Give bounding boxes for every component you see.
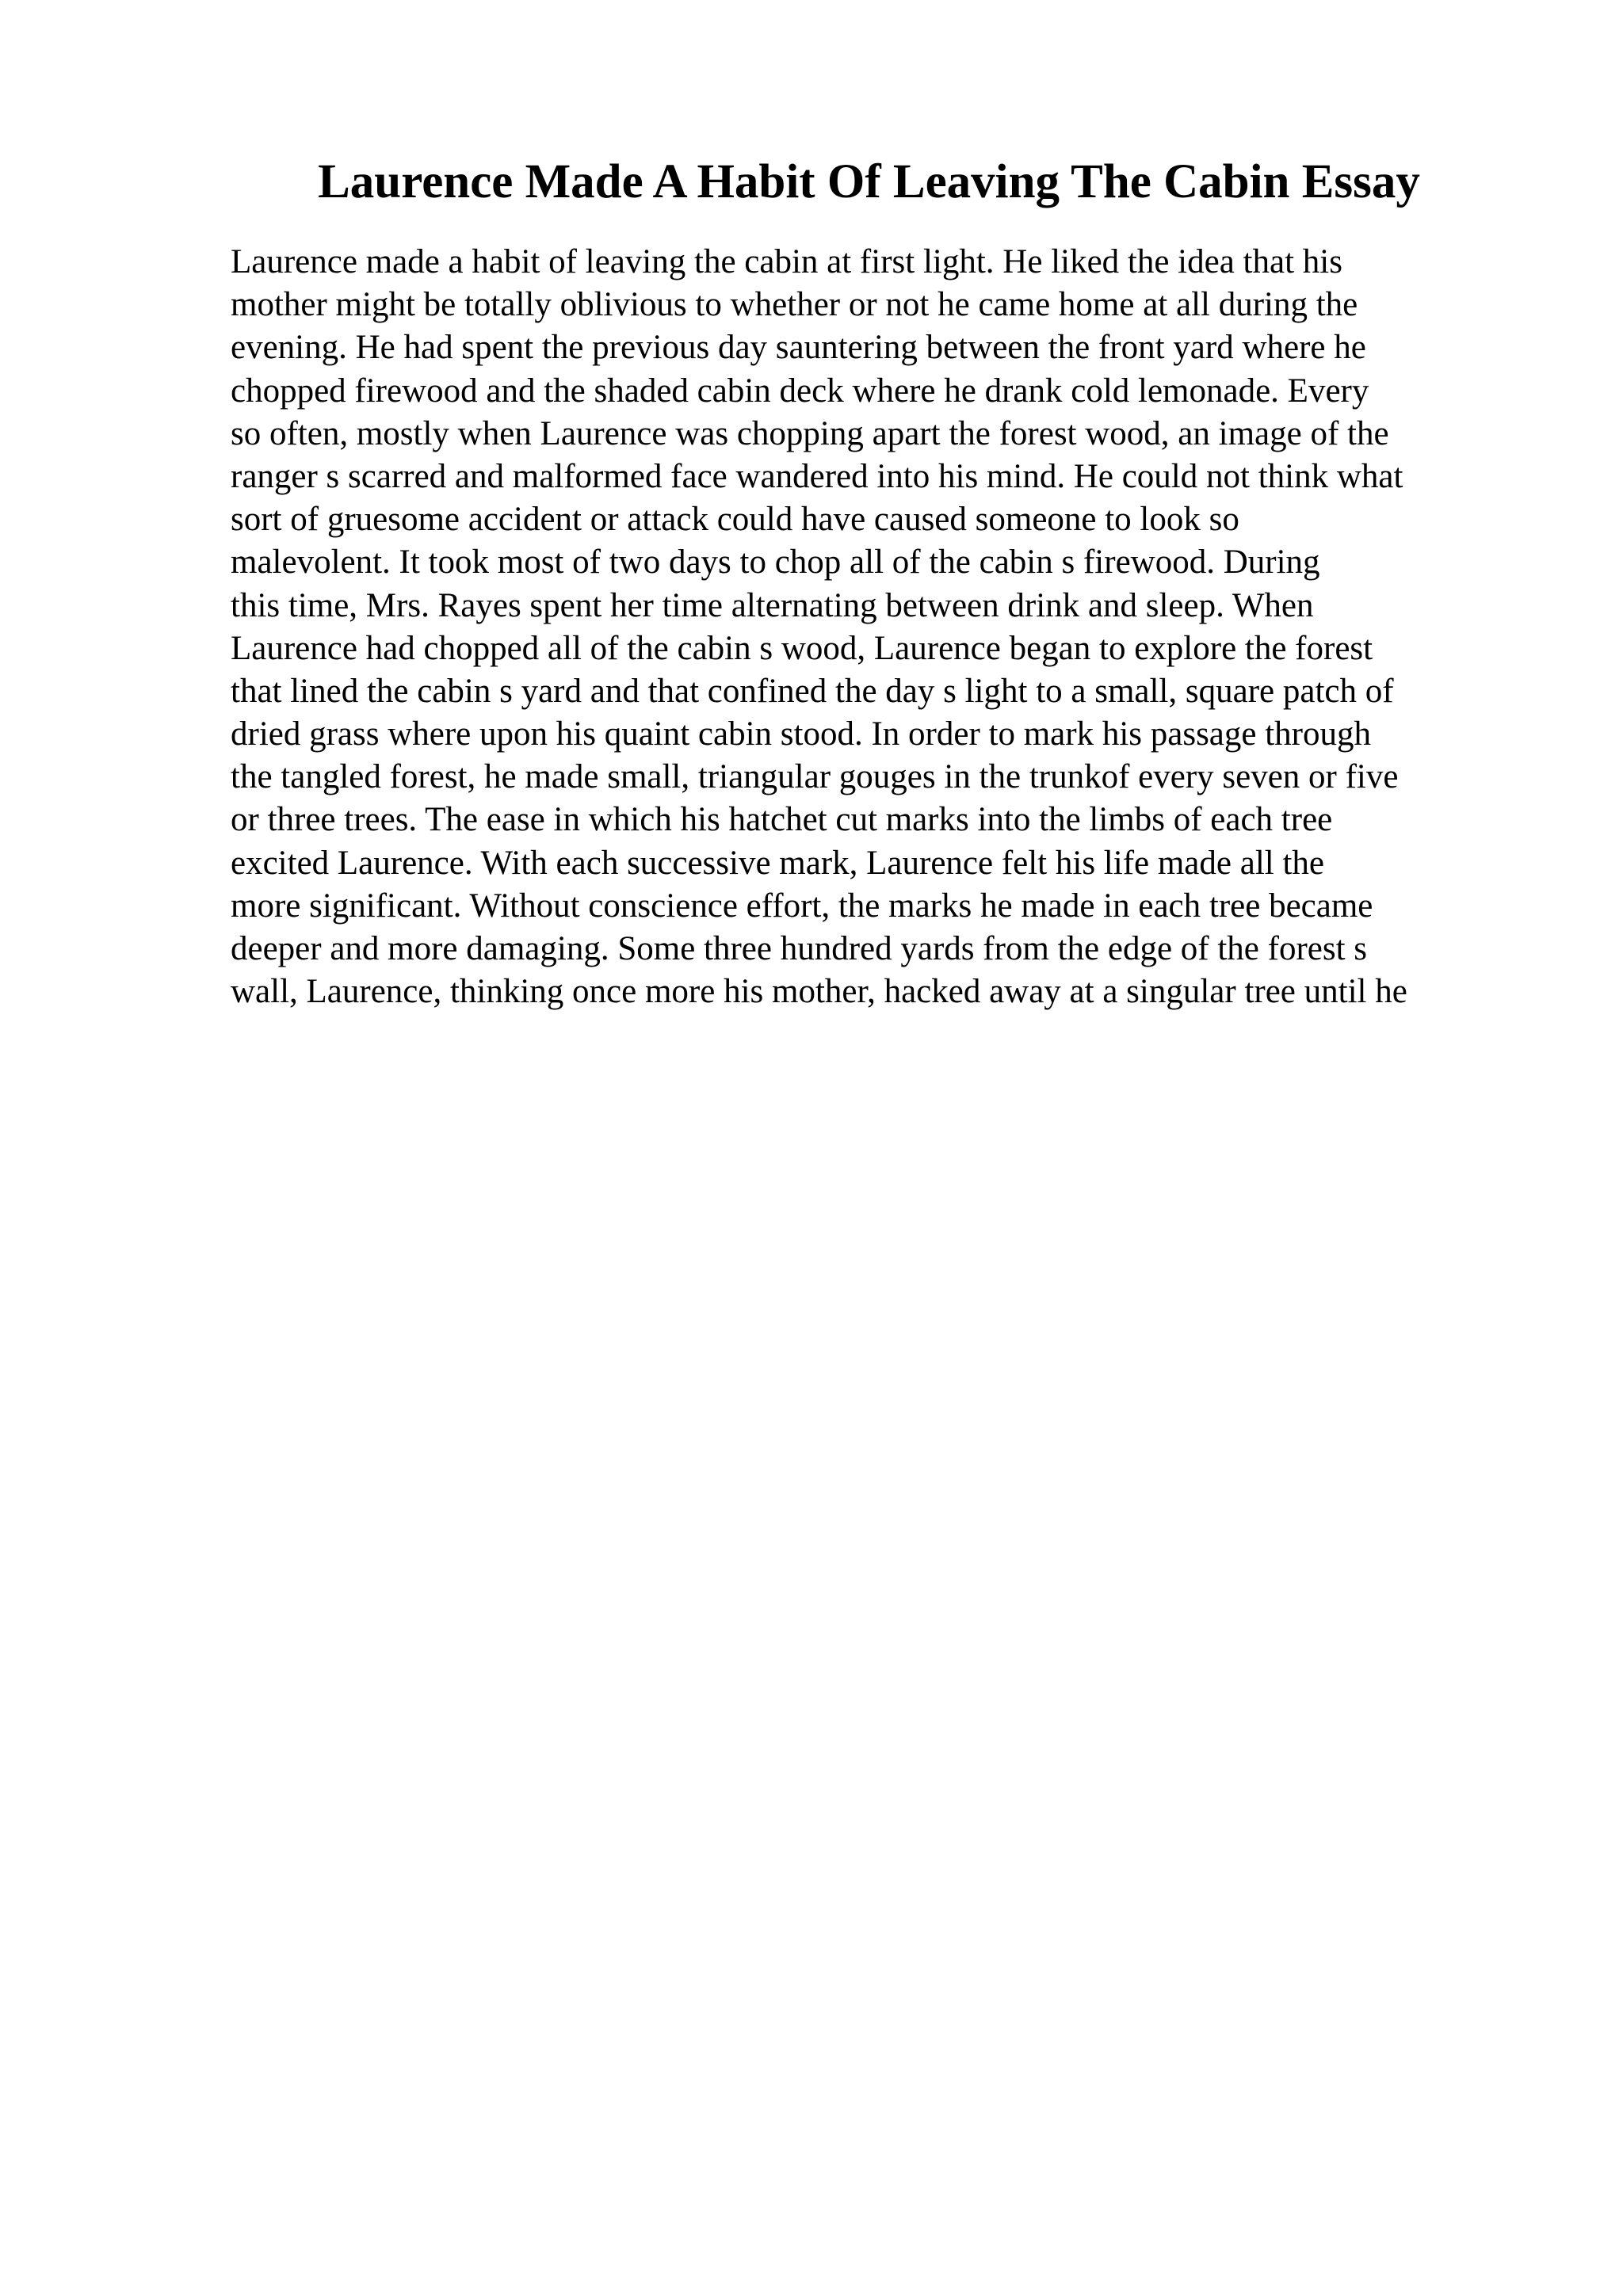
essay-line: evening. He had spent the previous day sauntering between the front yard where he [231,329,1366,367]
essay-line: chopped firewood and the shaded cabin deck where he drank cold lemonade. Every [231,372,1369,410]
essay-line: that lined the cabin s yard and that confined the day s light to a small, square patch of [231,672,1394,710]
essay-line: Laurence had chopped all of the cabin s wood, Laurence began to explore the forest [231,629,1373,667]
essay-line: malevolent. It took most of two days to chop all of the cabin s firewood. During [231,543,1320,582]
essay-line: this time, Mrs. Rayes spent her time alternating between drink and sleep. When [231,586,1314,624]
essay-body [231,241,1530,1013]
essay-title: Laurence Made A Habit Of Leaving The Cabin Essay [318,155,1420,208]
essay-line: so often, mostly when Laurence was chopping apart the forest wood, an image of the [231,414,1389,452]
essay-line: dried grass where upon his quaint cabin stood. In order to mark his passage through [231,715,1371,753]
essay-line: excited Laurence. With each successive mark, Laurence felt his life made all the [231,844,1324,882]
essay-line: wall, Laurence, thinking once more his mother, hacked away at a singular tree until he [231,973,1407,1011]
essay-line: ranger s scarred and malformed face wandered into his mind. He could not think what [231,457,1403,495]
essay-line: mother might be totally oblivious to whether or not he came home at all during the [231,286,1358,324]
essay-line: more significant. Without conscience effort, the marks he made in each tree became [231,887,1373,925]
essay-line: sort of gruesome accident or attack could have caused someone to look so [231,501,1239,539]
essay-line: Laurence made a habit of leaving the cabin at first light. He liked the idea that his [231,243,1342,280]
essay-line: or three trees. The ease in which his hatchet cut marks into the limbs of each tree [231,801,1333,839]
essay-line: the tangled forest, he made small, triangular gouges in the trunkof every seven or five [231,758,1399,796]
essay-line: deeper and more damaging. Some three hundred yards from the edge of the forest s [231,930,1368,967]
